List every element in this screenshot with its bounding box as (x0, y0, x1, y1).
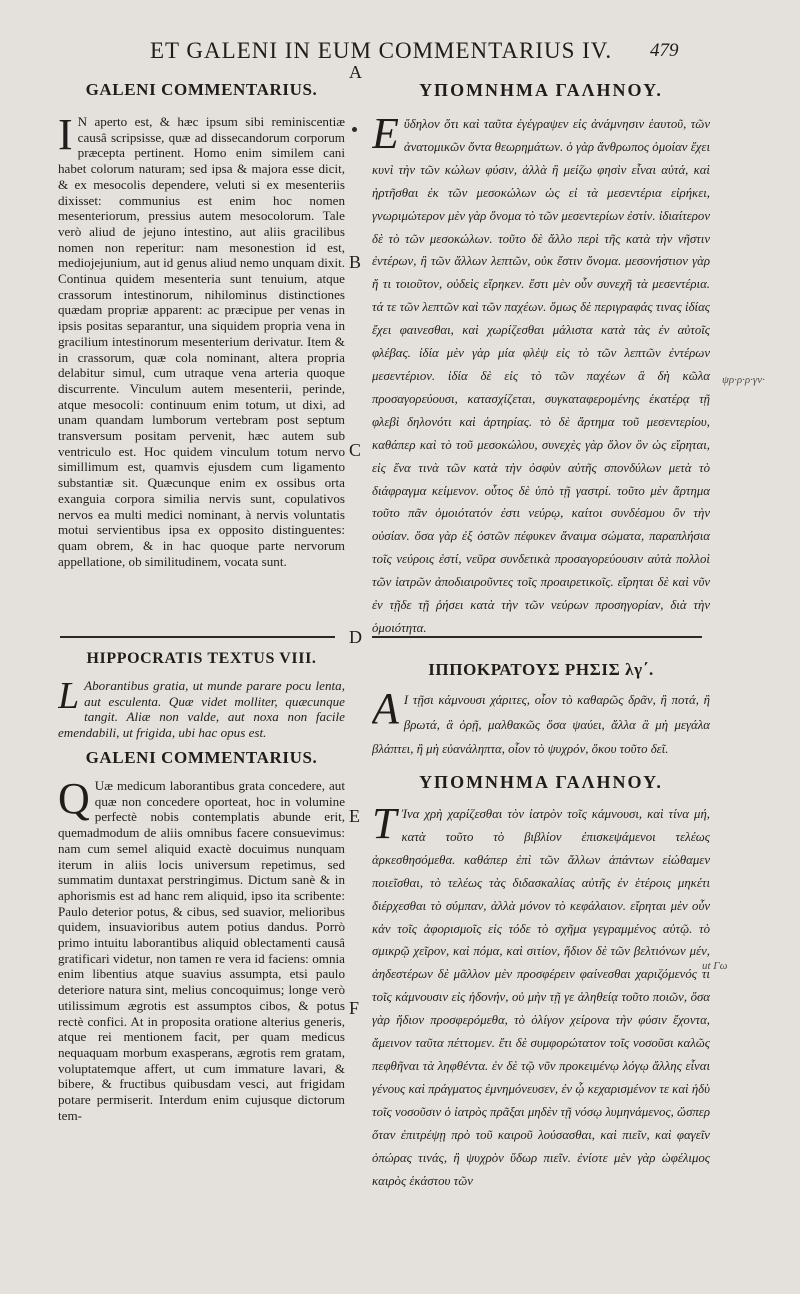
margin-letter-a: A (349, 62, 362, 82)
section-heading: GALENI COMMENTARIUS. (85, 80, 318, 99)
margin-bullet (352, 127, 357, 132)
section-divider (372, 636, 702, 638)
margin-letter-e: E (349, 806, 360, 826)
commentary-text: N aperto est, & hæc ipsum sibi reminiscentiæ causâ scripsisse, quæ ad dissecandorum corporum præcepta pertinent. Homo enim similem cani habet colorum naturam; sed ipsa & majora esse dicit, & ex mesocolis dependere, veluti si ex mesenteriis dixisset: communius est enim hoc nomen mesenteriorum, pressius autem mesocolorum. Tale verò aliud de jejuno intestino, aut aliis gracilibus nomen non reperitur: nam mesonestion id est, mediojejunium, aut id genus aliud nemo unquam dixit. Continua quidem mesenteria sunt tenuium, atque crassorum intestinorum, nihilominus distinctiones quædam propriæ apparent: ac præcipue per venas in ipsis positas separantur, una siquidem propria vena in gracilium intestinorum mesenterium derivatur. Item & in crassorum, quæ cola nominant, altera propria delabitur simul, cum utraque vena arteria quoque discurrente. Vinculum autem mesenterii, perinde, atque mesocoli: continuum enim totum, ut dixi, ad unam quandam lumborum vertebram post septum transversum positam pervenit, hæc autem sub ventriculo est. Hoc quidem vinculum totum nervo simillimum est, quamvis ejusdem cum ligamento substantiæ sit. Quæcunque enim ex ossibus orta exanguia corpora similia nervis sunt, copulativos nervos ea multi medici nominant, à nervis voluntatis motui servientibus ipsa ex opposito distinguentes: quam obrem, & in hac quoque parte nervorum appellatione, ob similitudinem, vocata sunt. (58, 114, 345, 569)
margin-letter-d: D (349, 627, 362, 647)
drop-cap: Ε (372, 109, 399, 158)
right-column-text (372, 660, 710, 762)
margin-letter-b: B (349, 252, 362, 272)
margin-note: ψρ·ρ·ρ·γν· (722, 374, 765, 386)
commentary-text: ὔδηλον ὅτι καὶ ταῦτα ἐγέγραψεν εἰς ἀνάμνησιν ἑαυτοῦ, τῶν ἀνατομικῶν ὄντα θεωρημάτων. ὁ γὰρ ἄνθρωπος ὁμοίαν ἔχει κυνὶ τὴν τῶν κώλων φύσιν, ἀλλὰ ἢ μείζω φησὶν εἶναι αὐτά, καὶ ἠρτῆσθαι ἐκ τῶν μεσοκώλων ὡς εἰ τὰ μεσεντέρια εἰρήκει, γνωριμώτερον μὲν γὰρ ὄνομα τὸ τῶν μεσεντερίων ἐστίν. ἰδιαίτερον δὲ τὸ τῶν μεσοκώλων. τοῦτο δὲ ἄλλο περὶ τῆς κατὰ τὴν νῆστιν ἐντέρων, ἢ τῶν ἄλλων λεπτῶν, οὐκ ἔστιν ὄνομα. μεσονήστιον γὰρ ἤ τι τοιοῦτον, οὐδεὶς εἴρηκεν. ἔστι μὲν οὖν συνεχῆ τὰ μεσεντέρια. τά τε τῶν λεπτῶν καὶ τῶν παχέων. ὅμως δὲ περιγραφάς τινας ἰδίας ἔχει φαινεσθαι, καὶ χωρίζεσθαι μάλιστα κατὰ τὰς ἐν αὐτοῖς φλέβας. ἰδία μὲν γὰρ μία φλὲψ εἰς τὸ τῶν λεπτῶν ἐντέρων μεσεντέριον. ἰδία δὲ εἰς τὸ τῶν παχέων ἃ δὴ κῶλα προσαγορεύουσι, κατασχίζεται, συγκαταφερομένης ἑκατέρᾳ τῇ φλεβὶ δηλονότι καὶ ἀρτηρίας. τὸ δὲ ἄρτημα τοῦ μεσεντερίου, καθάπερ καὶ τὸ τοῦ μεσοκώλου, συνεχὲς γὰρ ὅλον ὃν ὡς εἴρηται, εἰς ἕνα τινὰ τῶν κατὰ τὴν ὀσφὺν αὐτῆς σπονδύλων μετὰ τὸ διάφραγμα κείμενον. οὗτος δὲ ὑπὸ τῇ γαστρί. τοῦτο μὲν ἄρτημα τοῦτο πᾶν ὁμοιότατόν ἐστι νεύρῳ, καίτοι συνδέσμου ὂν τὴν οὐσίαν. ὅσα γὰρ ἐξ ὀστῶν πέφυκεν ἄναιμα σώματα, παραπλήσια τοῖς νεύροις ἐστί, νεῦρα συνδετικὰ προσαγορεύουσιν αὐτὰ πολλοὶ τῶν ἰατρῶν ἀποδιαιροῦντες τοῖς προαιρετικοῖς. εἴρηται δὲ καὶ νῦν ἐν τῇδε τῇ ῥήσει κατὰ τὴν τῶν νεύρων προσηγορίαν, διὰ τὴν ὁμοιότητα. (372, 117, 710, 635)
drop-cap: I (58, 110, 73, 159)
drop-cap: L (58, 675, 80, 717)
text-paragraph (58, 675, 345, 741)
commentary-paragraph (58, 774, 345, 1123)
right-column-commentary (372, 80, 710, 640)
section-heading: GALENI COMMENTARIUS. (85, 748, 318, 767)
drop-cap: Τ (372, 799, 397, 848)
left-column-text (58, 650, 345, 741)
text-body: Ι τῇσι κάμνουσι χάριτες, οἷον τὸ καθαρῶς δρᾶν, ἢ ποτά, ἢ βρωτά, ἃ ὁρῇ, μαλθακῶς ὅσα ψαύει, ἄλλα ἃ μὴ μεγάλα βλάπτει, ἢ μὴ εὐανάληπτα, οἷον τὸ ψυχρόν, ὅκου τοῦτο δεῖ. (372, 693, 710, 757)
drop-cap: Q (58, 774, 90, 823)
text-body: Aborantibus gratia, ut munde parare pocu lenta, aut esculenta. Quæ videt molliter, quæcunque tangit. Aliæ non valde, aut noxa non facile emendabili, ut frigida, ubi hac opus est. (58, 678, 345, 741)
section-divider (60, 636, 335, 638)
commentary-paragraph (372, 109, 710, 640)
section-heading: HIPPOCRATIS TEXTUS VIII. (86, 650, 317, 667)
left-column-commentary (58, 80, 345, 569)
text-paragraph (372, 684, 710, 762)
section-heading: ΙΠΠΟΚΡΑΤΟΥΣ ΡΗΣΙΣ λγ΄. (428, 660, 654, 679)
margin-letter-f: F (349, 998, 360, 1018)
commentary-paragraph (372, 799, 710, 1192)
commentary-text: Uæ medicum laborantibus grata concedere, aut quæ non concedere oporteat, hoc in volumine perfectè nobis contemplatis abunde erit, quemadmodum de aliis omnibus facere consuevimus: nam cum semel aliquid exactè docuimus nunquam iterum in aliis locis universum repetimus, sed summatim duntaxat perstringimus. Dictum sanè & in aphorismis est ad hanc rem aliquid, ipso ita scribente: Paulo deterior potus, & cibus, sed suavior, melioribus quidem, insuavioribus autem potius dandus. Porrò primo intuitu laborantibus aliquid oblectamenti causâ gratificari videtur, non tamen re vera id faciens: omnia enim libentius atque suavius assumpta, etsi paulo deteriore natura sint, melius concoquimus; longe verò utilissimum ægrotis est assumptos cibos, & potus rectè confici. At in proposita oratione alterius generis, atque rei mentionem facit, per quam medicus nequaquam morbum exasperans, ægrotis rem gratam, voluptatemque affert, ut cum immature lavari, & bibere, & fructibus quibusdam vesci, aut frigidam potare permiserit. Interdum enim cujusque dictorum tem- (58, 778, 345, 1123)
running-head: ET GALENI IN EUM COMMENTARIUS IV. (150, 38, 613, 63)
commentary-paragraph (58, 110, 345, 569)
section-heading: ΥΠΟΜΝΗΜΑ ΓΑΛΗΝΟΥ. (419, 772, 663, 792)
drop-cap: Α (372, 684, 399, 733)
right-column-commentary-2 (372, 772, 710, 1282)
page-number: 479 (650, 40, 679, 61)
margin-note: ut Γω (702, 960, 728, 972)
commentary-text: Ἰνα χρὴ χαρίζεσθαι τὸν ἰατρὸν τοῖς κάμνουσι, καὶ τίνα μή, κατὰ τοῦτο τὸ βιβλίον ἐπισκεψάμενοι τελέως ἀρκεσθησόμεθα. καθάπερ ἐπὶ τῶν ἄλλων ἁπάντων εἰώθαμεν ποιεῖσθαι, τὸ τελέως τὰς διδασκαλίας αὐτῆς ἐν ἑτέροις μηκέτι διέρχεσθαι τὸ σύμπαν, ἀλλὰ μόνον τὸ κεφάλαιον. εἴρηται μὲν οὖν κἀν τοῖς ἀφορισμοῖς εἰς τόδε τὸ σχῆμα γεγραμμένος αὐτῷ. τὸ σμικρῷ χεῖρον, καὶ πόμα, καὶ σιτίον, ἥδιον δὲ τῶν βελτιόνων μέν, ἀηδεστέρων δὲ μᾶλλον μὲν προσφέρειν φαίνεσθαι χαριζόμενός τι τοῖς κάμνουσιν εἰς ἡδονήν, οὐ μὴν τῇ γε ἀληθείᾳ τοῦτο ποιῶν, ὅσα γὰρ ἥδιον προσφερόμεθα, τὸ ὀλίγον χείρονα τὴν φύσιν ἔχοντα, ἄμεινον ταῦτα πέττομεν. ἔτι δὲ συμφορώτατον τοῖς νοσοῦσι καλῶς πεφθῆναι τὰ ληφθέντα. ἐν δὲ τῷ νῦν προκειμένῳ λόγῳ ἄλλης εἶναι γένους καὶ πράγματος ἐμνημόνευσεν, ἐν ᾧ κεχαρισμένον τε καὶ ἡδὺ τοῖς νοσοῦσιν ὁ ἰατρὸς πρᾶξαι μηδὲν τῇ νόσῳ λυμηνάμενος, ὥσπερ ὅταν ἐπιτρέψῃ πρὸ τοῦ καιροῦ λούσασθαι, καὶ πιεῖν, καὶ φαγεῖν ὀπώρας τινάς, ἢ ψυχρὸν ὕδωρ πιεῖν. ἐνίοτε μὲν γὰρ ὠφέλιμος καιρὸς ἑκάστου τῶν (372, 807, 710, 1188)
margin-letter-c: C (349, 440, 362, 460)
left-column-commentary-2 (58, 748, 345, 1123)
section-heading: ΥΠΟΜΝΗΜΑ ΓΑΛΗΝΟΥ. (419, 80, 663, 100)
